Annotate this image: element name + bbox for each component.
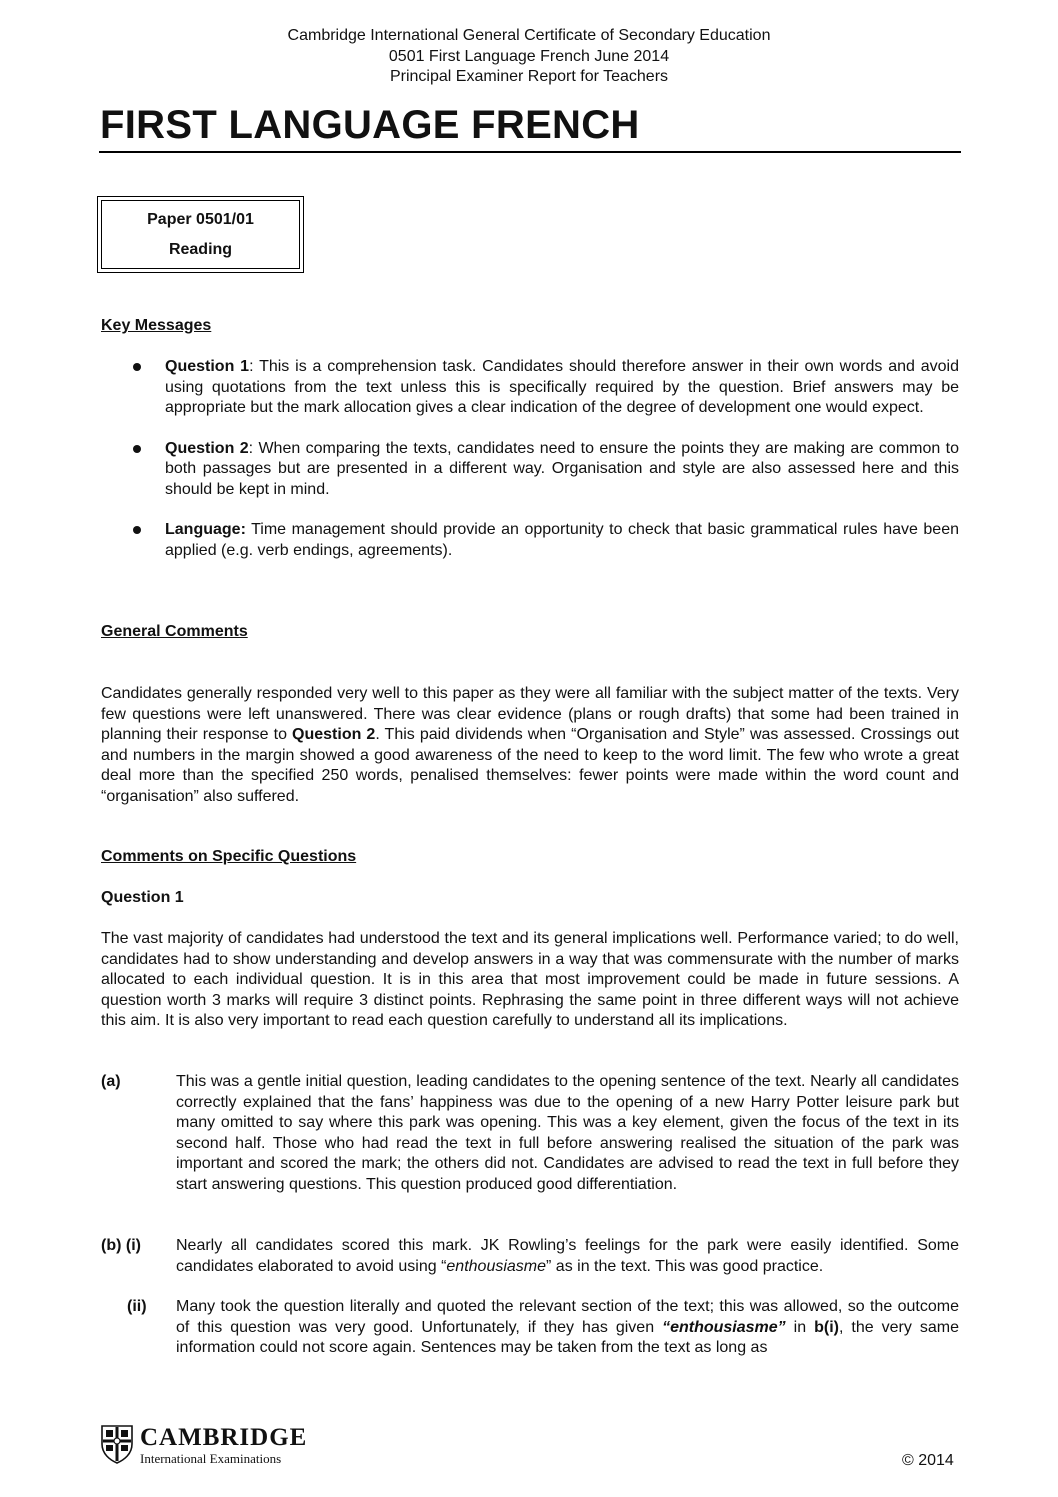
question-1bi-text-2: ” as in the text. This was good practice. <box>546 1257 824 1275</box>
general-comments-bold: Question 2 <box>292 726 376 743</box>
general-comments-text-2: . This paid dividends when “Organisation and Style” was assessed. Crossings out and numbers in the margin showed a good awareness of the need to keep to the word limit. The few who wrote a great deal more than the specified 250 words, penalised themselves: fewer points were made within the word count and “organisation” also suffered. <box>101 726 959 805</box>
header-line-3: Principal Examiner Report for Teachers <box>389 68 669 85</box>
question-1bi-italic: enthousiasme <box>446 1257 547 1275</box>
key-message-label: Question 1 <box>165 358 250 375</box>
question-1bii-label: (ii) <box>127 1298 147 1315</box>
key-message-label: Question 2 <box>165 439 249 457</box>
question-1bii-bold: b(i) <box>814 1318 839 1336</box>
question-1bii-bolditalic: “enthousiasme” <box>662 1318 786 1336</box>
question-1a <box>101 1072 959 1195</box>
page-header <box>0 26 1058 88</box>
question-1bi-label: (b) (i) <box>101 1237 141 1254</box>
question-1-intro: The vast majority of candidates had understood the text and its general implications well. Performance varied; to do well, candidates had to show understanding and develop answers in a way that was commensurate with the number of marks allocated to each individual question. It is in this area that most improvement could be made in future sessions. A question worth 3 marks will require 3 distinct points. Rephrasing the same point in three different ways will not achieve this aim. It is also very important to read each question carefully to understand all its implications. <box>101 930 959 1029</box>
key-message-text: : This is a comprehension task. Candidates should therefore answer in their own words and avoid using quotations from the text unless this is specifically required by the question. Brief answers may be appropriate but the mark allocation gives a clear indication of the degree of development one would expect. <box>165 358 959 416</box>
paper-box <box>97 196 304 273</box>
question-1bi-text-1: Nearly all candidates scored this mark. JK Rowling’s feelings for the park were easily identified. Some candidates elaborated to avoid using “ <box>176 1237 959 1275</box>
key-message-label: Language: <box>165 521 246 538</box>
question-1a-label: (a) <box>101 1073 121 1090</box>
key-messages-list <box>101 357 959 581</box>
logo-subtitle: International Examinations <box>140 1451 282 1466</box>
copyright-notice: © 2014 <box>902 1452 954 1469</box>
specific-questions-heading: Comments on Specific Questions <box>101 848 357 865</box>
key-message-text: : When comparing the texts, candidates need to ensure the points they are making are common to both passages but are presented in a different way. Organisation and style are also assessed here and this should be kept in mind. <box>165 439 960 498</box>
general-comments-text-1: Candidates generally responded very well to this paper as they were all familiar with the subject matter of the texts. Very few questions were left unanswered. There was clear evidence (plans or rough drafts) that some had been trained in planning their response to <box>101 685 959 743</box>
paper-number: Paper 0501/01 <box>147 211 254 228</box>
header-line-2: 0501 First Language French June 2014 <box>388 47 670 65</box>
bullet-icon <box>133 363 141 371</box>
title-divider <box>99 151 961 153</box>
question-1-heading: Question 1 <box>101 889 184 906</box>
general-comments-heading: General Comments <box>101 623 248 640</box>
key-message-item <box>101 357 959 419</box>
general-comments-paragraph <box>101 684 959 807</box>
question-1bii-text-1: Many took the question literally and quoted the relevant section of the text; this was allowed, so the outcome of this question was very good. Unfortunately, if they has given <box>176 1298 959 1336</box>
question-1bi <box>101 1236 959 1277</box>
document-title: FIRST LANGUAGE FRENCH <box>100 103 640 147</box>
paper-component: Reading <box>168 241 233 258</box>
question-1bii-text-3: , the very same information could not score again. Sentences may be taken from the text as long as <box>176 1318 959 1356</box>
bullet-icon <box>133 445 141 453</box>
paper-box-inner <box>101 200 300 269</box>
question-1bii-text <box>176 1297 959 1359</box>
question-1bi-text <box>176 1236 959 1277</box>
bullet-icon <box>133 526 141 534</box>
key-messages-heading: Key Messages <box>101 317 212 334</box>
header-line-1: Cambridge International General Certificate of Secondary Education <box>287 27 771 44</box>
logo-wordmark: CAMBRIDGE <box>140 1424 308 1451</box>
question-1bii-text-2: in <box>785 1318 815 1336</box>
question-1a-text: This was a gentle initial question, leading candidates to the opening sentence of the text. Nearly all candidates correctly explained that the fans’ happiness was due to the opening of a new Harry Potter leisure park but many omitted to say where this park was opening. This was a key element, given the focus of the text in its second half. Those who had read the text in full before answering realised the situation of the park was important and scored the mark; the others did not. Candidates are advised to read the text in full before they start answering questions. This question produced good differentiation. <box>176 1073 959 1193</box>
question-1bii <box>101 1297 959 1359</box>
key-message-item <box>101 520 959 561</box>
cambridge-crest-icon <box>100 1424 134 1464</box>
key-message-text: Time management should provide an opportunity to check that basic grammatical rules have been applied (e.g. verb endings, agreements). <box>165 521 959 559</box>
key-message-item <box>101 439 959 501</box>
